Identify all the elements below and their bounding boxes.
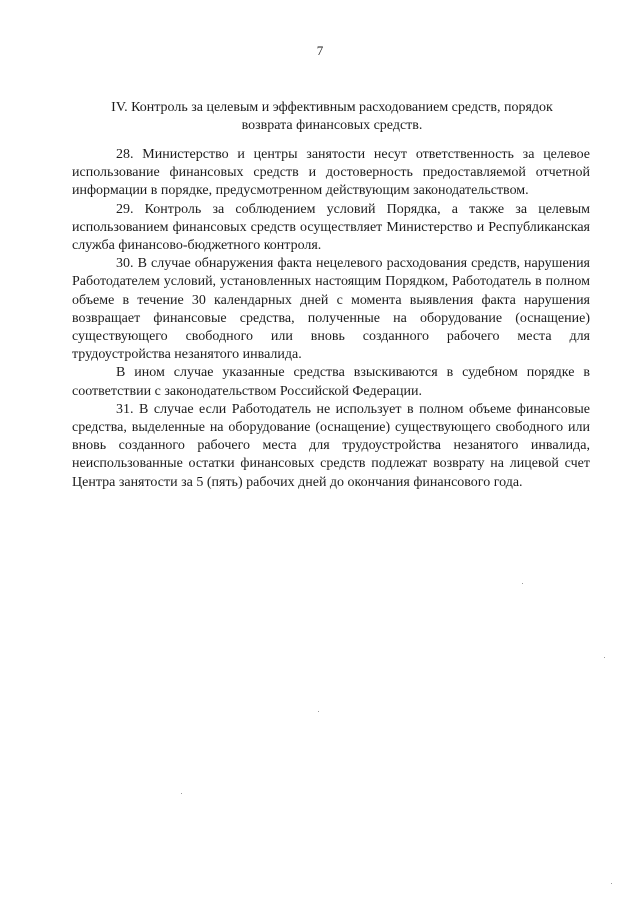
paragraph-28: 28. Министерство и центры занятости несут ответственность за целевое использование финансовых средств и достоверность предоставляемой отчетной информации в порядке, предусмотренном действующим законодательством. xyxy=(72,147,590,199)
paragraph-31: 31. В случае если Работодатель не использует в полном объеме финансовые средства, выделенные на оборудование (оснащение) существующего свободного или вновь созданного рабочего места для трудоустройства незанятого инвалида, неиспользованные остатки финансовых средств подлежат возврату на лицевой счет Центра занятости за 5 (пять) рабочих дней до окончания финансового года. xyxy=(72,401,590,490)
section-title-line-2: возврата финансовых средств. xyxy=(241,118,423,133)
scan-speck xyxy=(604,657,605,658)
paragraph-30-continuation: В ином случае указанные средства взыскиваются в судебном порядке в соответствии с законодательством Российской Федерации. xyxy=(72,365,590,399)
document-body xyxy=(72,146,590,492)
scan-speck xyxy=(522,583,523,584)
section-title-line-1: IV. Контроль за целевым и эффективным расходованием средств, порядок xyxy=(111,100,553,115)
scan-speck xyxy=(611,883,612,884)
paragraph-30: 30. В случае обнаружения факта нецелевого расходования средств, нарушения Работодателем условий, установленных настоящим Порядком, Работодатель в полном объеме в течение 30 календарных дней с момента выявления факта нарушения возвращает финансовые средства, полученные на оборудование (оснащение) существующего свободного или вновь созданного рабочего места для трудоустройства незанятого инвалида. xyxy=(72,256,590,363)
paragraph-29: 29. Контроль за соблюдением условий Порядка, а также за целевым использованием финансовых средств осуществляет Министерство и Республиканская служба финансово-бюджетного контроля. xyxy=(72,201,590,254)
page-number: 7 xyxy=(316,43,324,58)
scan-speck xyxy=(318,711,319,712)
section-title xyxy=(72,99,592,135)
scan-speck xyxy=(181,793,182,794)
